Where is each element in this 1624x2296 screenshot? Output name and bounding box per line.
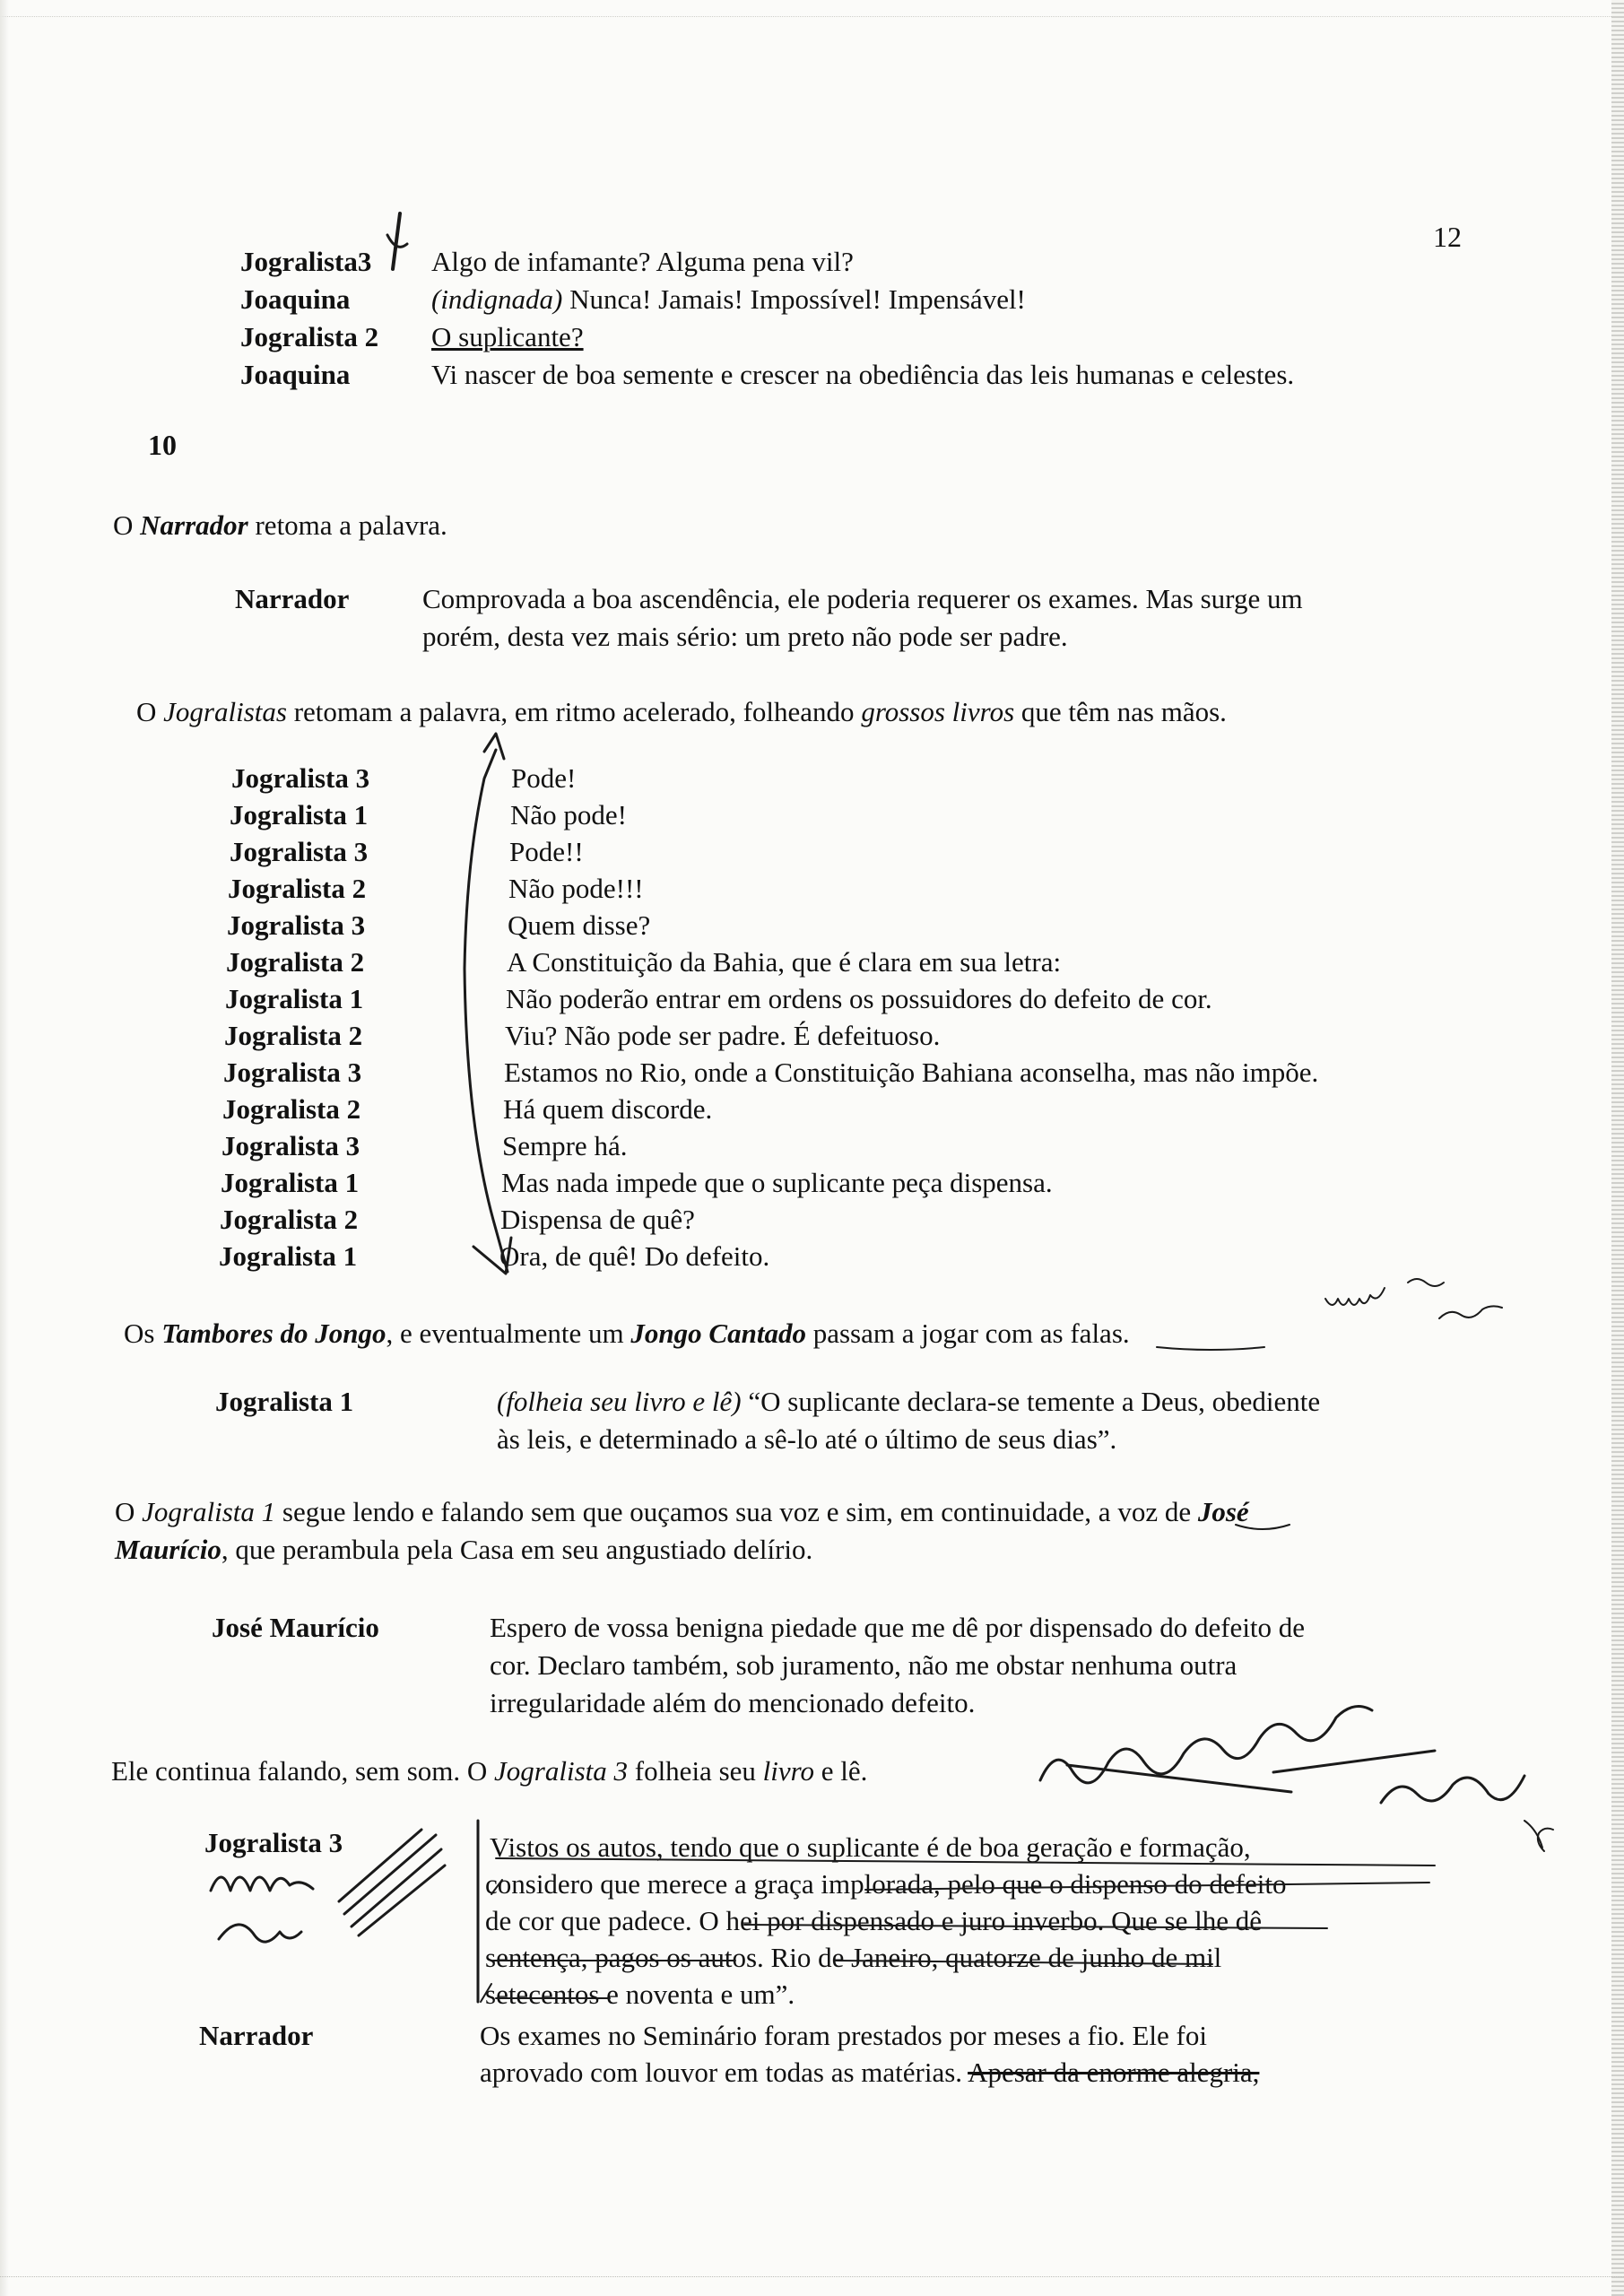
exchange-speaker: Jogralista 3 — [227, 909, 366, 941]
exchange-text: Mas nada impede que o suplicante peça dispensa. — [501, 1167, 1053, 1198]
jose-mauricio-line-2: cor. Declaro também, sob juramento, não me obstar nenhuma outra — [490, 1649, 1238, 1681]
exchange-text: A Constituição da Bahia, que é clara em sua letra: — [507, 946, 1062, 978]
exchange-text: Pode!! — [509, 836, 584, 867]
dialogue-top-speaker-4: Joaquina — [240, 359, 351, 390]
stage-direction-segue-1: O Jogralista 1 segue lendo e falando sem que ouçamos sua voz e sim, em continuidade, a voz de José — [115, 1496, 1249, 1527]
narrador-line-1a: Comprovada a boa ascendência, ele poderia requerer os exames. Mas surge um — [422, 583, 1303, 614]
exchange-speaker: Jogralista 3 — [221, 1130, 360, 1161]
exchange-text: Não poderão entrar em ordens os possuidores do defeito de cor. — [506, 983, 1212, 1014]
narrador-speaker-1: Narrador — [235, 583, 350, 614]
scan-right-edge — [1611, 0, 1624, 2296]
jogralista1-reads-speaker: Jogralista 1 — [215, 1386, 354, 1417]
verdict-line-4: sentença, pagos os autos. Rio de Janeiro, quatorze de junho de mil — [485, 1942, 1222, 1973]
narrador-line-2b: aprovado com louvor em todas as matérias. Apesar da enorme alegria, — [480, 2057, 1260, 2088]
exchange-speaker: Jogralista 2 — [226, 946, 365, 978]
stage-direction-continua: Ele continua falando, sem som. O Jogralista 3 folheia seu livro e lê. — [111, 1755, 868, 1787]
exchange-text: Quem disse? — [508, 909, 651, 941]
dialogue-top-speaker-1: Jogralista3 — [240, 246, 372, 277]
verdict-line-5: setecentos e noventa e um”. — [485, 1979, 795, 2010]
stage-direction-jogralistas: O Jogralistas retomam a palavra, em ritmo acelerado, folheando grossos livros que têm nas mãos. — [136, 696, 1227, 727]
verdict-line-1: Vistos os autos, tendo que o suplicante é de boa geração e formação, — [490, 1831, 1251, 1863]
jose-mauricio-speaker: José Maurício — [212, 1612, 379, 1643]
dialogue-top-speaker-2: Joaquina — [240, 283, 351, 315]
exchange-speaker: Jogralista 3 — [230, 836, 369, 867]
scan-top-edge — [0, 0, 1624, 17]
exchange-text: Sempre há. — [502, 1130, 628, 1161]
stage-direction-tambores: Os Tambores do Jongo, e eventualmente um Jongo Cantado passam a jogar com as falas. — [124, 1318, 1130, 1349]
jose-mauricio-line-1: Espero de vossa benigna piedade que me dê por dispensado do defeito de — [490, 1612, 1306, 1643]
exchange-speaker: Jogralista 2 — [222, 1093, 361, 1125]
exchange-text: Pode! — [511, 762, 577, 794]
jogralista3-verdict-speaker: Jogralista 3 — [204, 1827, 343, 1858]
exchange-text: Não pode!!! — [508, 873, 644, 904]
verdict-line-3: de cor que padece. O hei por dispensado e juro inverbo. Que se lhe dê — [485, 1905, 1262, 1936]
exchange-speaker: Jogralista 2 — [224, 1020, 363, 1051]
exchange-text: Há quem discorde. — [503, 1093, 713, 1125]
exchange-speaker: Jogralista 1 — [225, 983, 364, 1014]
exchange-text: Dispensa de quê? — [500, 1204, 695, 1235]
scan-left-edge — [0, 0, 9, 2296]
exchange-speaker: Jogralista 3 — [223, 1057, 362, 1088]
exchange-text: Ora, de quê! Do defeito. — [499, 1240, 770, 1272]
dialogue-top-speaker-3: Jogralista 2 — [240, 321, 379, 352]
jogralista1-reads-line-1: (folheia seu livro e lê) “O suplicante declara-se temente a Deus, obediente — [497, 1386, 1321, 1417]
exchange-speaker: Jogralista 3 — [231, 762, 370, 794]
verdict-line-2: considero que merece a graça implorada, pelo que o dispenso do defeito — [485, 1868, 1287, 1900]
dialogue-top-text-2: (indignada) Nunca! Jamais! Impossível! Impensável! — [431, 283, 1026, 315]
page-number: 12 — [1433, 221, 1462, 253]
narrador-line-2a: Os exames no Seminário foram prestados por meses a fio. Ele foi — [480, 2020, 1207, 2051]
dialogue-top-text-3: O suplicante? — [431, 321, 584, 352]
narrador-line-1b: porém, desta vez mais sério: um preto não pode ser padre. — [422, 621, 1068, 652]
exchange-speaker: Jogralista 2 — [220, 1204, 359, 1235]
narrador-speaker-2: Narrador — [199, 2020, 314, 2051]
exchange-text: Estamos no Rio, onde a Constituição Bahiana aconselha, mas não impõe. — [504, 1057, 1319, 1088]
exchange-speaker: Jogralista 2 — [228, 873, 367, 904]
stage-direction-segue-2: Maurício, que perambula pela Casa em seu angustiado delírio. — [115, 1534, 813, 1565]
stage-direction-narrador: O Narrador retoma a palavra. — [113, 509, 447, 541]
jogralista1-reads-line-2: às leis, e determinado a sê-lo até o último de seus dias”. — [497, 1423, 1117, 1455]
exchange-speaker: Jogralista 1 — [221, 1167, 360, 1198]
scene-number: 10 — [148, 429, 177, 461]
dialogue-top-text-4: Vi nascer de boa semente e crescer na obediência das leis humanas e celestes. — [431, 359, 1295, 390]
exchange-speaker: Jogralista 1 — [230, 799, 369, 831]
exchange-text: Não pode! — [510, 799, 627, 831]
dialogue-top-text-1: Algo de infamante? Alguma pena vil? — [431, 246, 854, 277]
exchange-text: Viu? Não pode ser padre. É defeituoso. — [505, 1020, 941, 1051]
exchange-speaker: Jogralista 1 — [219, 1240, 358, 1272]
jose-mauricio-line-3: irregularidade além do mencionado defeito. — [490, 1687, 976, 1718]
scan-bottom-edge — [0, 2276, 1624, 2277]
